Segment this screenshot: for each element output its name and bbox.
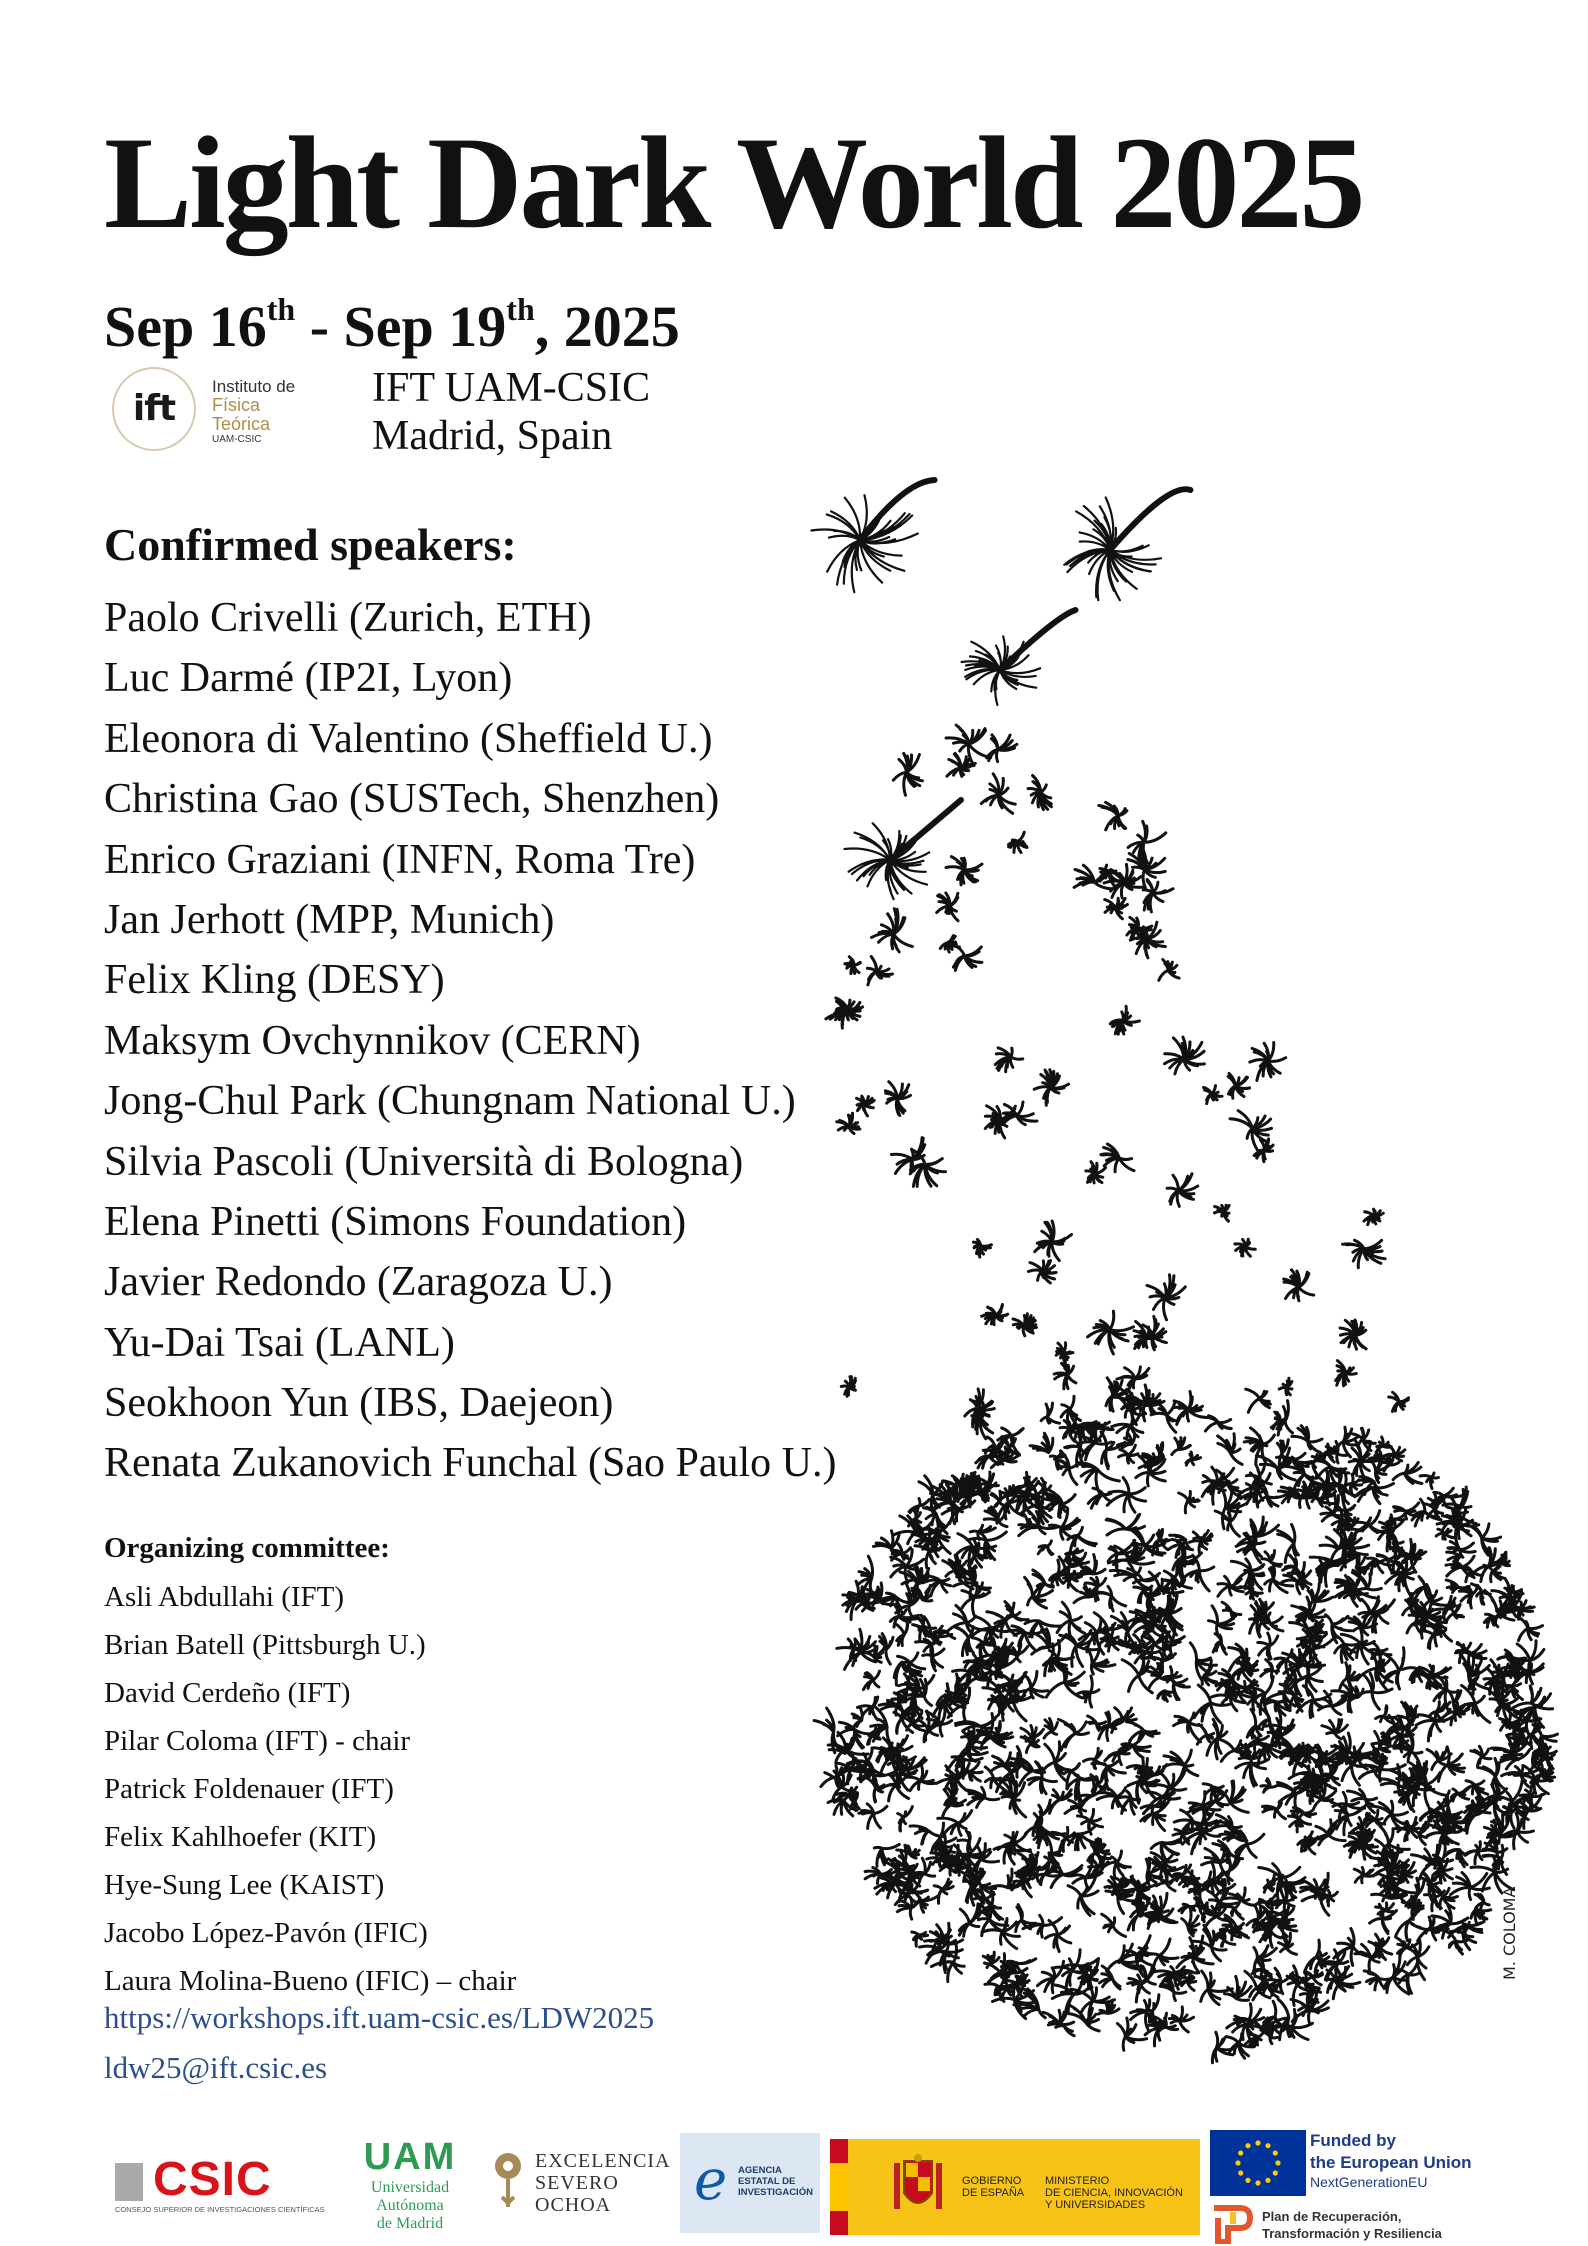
eu-nextgen-text: NextGenerationEU	[1310, 2174, 1428, 2190]
sponsor-logos	[0, 2125, 1588, 2246]
ift-logo-line3: Teórica	[212, 414, 271, 434]
committee-member: Felix Kahlhoefer (KIT)	[104, 1821, 377, 1853]
speaker-item: Javier Redondo (Zaragoza U.)	[104, 1259, 613, 1306]
eu-funded-text	[1310, 2130, 1472, 2174]
spain-flag-icon	[830, 2139, 848, 2235]
eu-funded-line2: the European Union	[1310, 2153, 1472, 2172]
uam-logo	[345, 2135, 475, 2235]
csic-logo	[115, 2153, 325, 2215]
committee-member: Brian Batell (Pittsburgh U.)	[104, 1629, 426, 1661]
uam-wordmark: UAM	[363, 2136, 457, 2178]
speaker-item: Renata Zukanovich Funchal (Sao Paulo U.)	[104, 1440, 837, 1487]
venue-city: Madrid, Spain	[372, 413, 613, 459]
aei-line3: INVESTIGACIÓN	[738, 2187, 813, 2198]
gobierno-line2: DE ESPAÑA	[962, 2187, 1025, 2199]
speaker-item: Elena Pinetti (Simons Foundation)	[104, 1198, 687, 1245]
date-start-suffix: th	[266, 291, 296, 327]
ministerio-line2: DE CIENCIA, INNOVACIÓN	[1045, 2187, 1183, 2199]
committee-member: Hye-Sung Lee (KAIST)	[104, 1869, 385, 1901]
speaker-item: Paolo Crivelli (Zurich, ETH)	[104, 595, 592, 641]
ministerio-line1: MINISTERIO	[1045, 2175, 1110, 2187]
date-end-suffix: th	[506, 291, 535, 327]
csic-wordmark: CSIC	[153, 2153, 272, 2206]
speaker-item: Yu-Dai Tsai (LANL)	[104, 1319, 455, 1366]
uam-line2: de Madrid	[376, 2215, 444, 2232]
severo-ochoa-text	[535, 2150, 671, 2216]
contact-email-link[interactable]: ldw25@ift.csic.es	[104, 2050, 328, 2085]
uam-line1: Universidad Autónoma	[370, 2179, 450, 2214]
date-year: , 2025	[534, 294, 680, 359]
severo-ochoa-seal-icon	[493, 2151, 523, 2209]
artist-signature: M. COLOMA	[1500, 1886, 1519, 1980]
gobierno-espana-logo	[830, 2139, 1200, 2235]
event-title: Light Dark World 2025	[104, 109, 1363, 256]
committee-list	[104, 1576, 516, 2008]
venue-institute: IFT UAM-CSIC	[372, 365, 651, 411]
csic-subtitle: CONSEJO SUPERIOR DE INVESTIGACIONES CIENTÍFICAS	[115, 2205, 325, 2214]
severo-ochoa-logo	[493, 2147, 673, 2217]
event-dates	[104, 292, 680, 362]
venue	[372, 364, 650, 460]
speaker-item: Luc Darmé (IP2I, Lyon)	[104, 655, 513, 702]
spain-coat-of-arms-icon	[890, 2153, 946, 2219]
speaker-item: Eleonora di Valentino (Sheffield U.)	[104, 715, 713, 762]
speaker-list	[104, 590, 837, 1496]
committee-member: Pilar Coloma (IFT) - chair	[104, 1725, 411, 1757]
committee-member: Laura Molina-Bueno (IFIC) – chair	[104, 1965, 517, 1997]
eu-flag-icon	[1210, 2130, 1306, 2196]
gobierno-text	[962, 2175, 1024, 2199]
ministerio-text	[1045, 2175, 1183, 2211]
workshop-website-link[interactable]: https://workshops.ift.uam-csic.es/LDW2025	[104, 2000, 655, 2035]
severo-line2: SEVERO	[535, 2172, 619, 2194]
committee-member: Asli Abdullahi (IFT)	[104, 1581, 345, 1613]
committee-member: Patrick Foldenauer (IFT)	[104, 1773, 394, 1805]
aei-mark: e	[694, 2148, 728, 2213]
ift-logo-line4: UAM-CSIC	[212, 434, 262, 445]
prtr-line2: Transformación y Resiliencia	[1262, 2226, 1442, 2241]
ift-logo-mark: ift	[112, 367, 196, 451]
speaker-item: Silvia Pascoli (Università di Bologna)	[104, 1138, 744, 1185]
aei-line1: AGENCIA	[738, 2165, 782, 2176]
date-start: Sep 16	[104, 294, 267, 359]
speaker-item: Jan Jerhott (MPP, Munich)	[104, 896, 555, 943]
eu-funding-logo	[1210, 2130, 1588, 2246]
speaker-item: Jong-Chul Park (Chungnam National U.)	[104, 1078, 796, 1125]
prtr-text	[1262, 2208, 1442, 2242]
severo-line1: EXCELENCIA	[535, 2150, 671, 2172]
speakers-heading: Confirmed speakers:	[104, 519, 517, 570]
csic-emblem-icon	[115, 2163, 143, 2201]
ift-logo-text	[212, 377, 295, 446]
aei-text	[738, 2165, 813, 2198]
prtr-line1: Plan de Recuperación,	[1262, 2209, 1402, 2224]
committee-heading: Organizing committee:	[104, 1532, 390, 1564]
eu-funded-line1: Funded by	[1310, 2131, 1396, 2150]
ift-logo-line2: Física	[212, 395, 261, 415]
ift-logo-line1: Instituto de	[212, 377, 296, 396]
speaker-item: Seokhoon Yun (IBS, Daejeon)	[104, 1380, 614, 1427]
aei-logo	[680, 2133, 820, 2233]
committee-member: David Cerdeño (IFT)	[104, 1677, 351, 1709]
prtr-logo-icon	[1210, 2202, 1256, 2244]
date-end: - Sep 19	[295, 294, 507, 359]
ministerio-line3: Y UNIVERSIDADES	[1045, 2199, 1146, 2211]
severo-line3: OCHOA	[535, 2194, 612, 2216]
speaker-item: Felix Kling (DESY)	[104, 957, 445, 1004]
speaker-item: Christina Gao (SUSTech, Shenzhen)	[104, 776, 720, 823]
ift-logo	[112, 365, 312, 455]
speaker-item: Maksym Ovchynnikov (CERN)	[104, 1017, 641, 1064]
speaker-item: Enrico Graziani (INFN, Roma Tre)	[104, 836, 696, 883]
aei-line2: ESTATAL DE	[738, 2176, 796, 2187]
dandelion-illustration	[780, 440, 1580, 2090]
committee-member: Jacobo López-Pavón (IFIC)	[104, 1917, 428, 1949]
gobierno-line1: GOBIERNO	[962, 2175, 1022, 2187]
